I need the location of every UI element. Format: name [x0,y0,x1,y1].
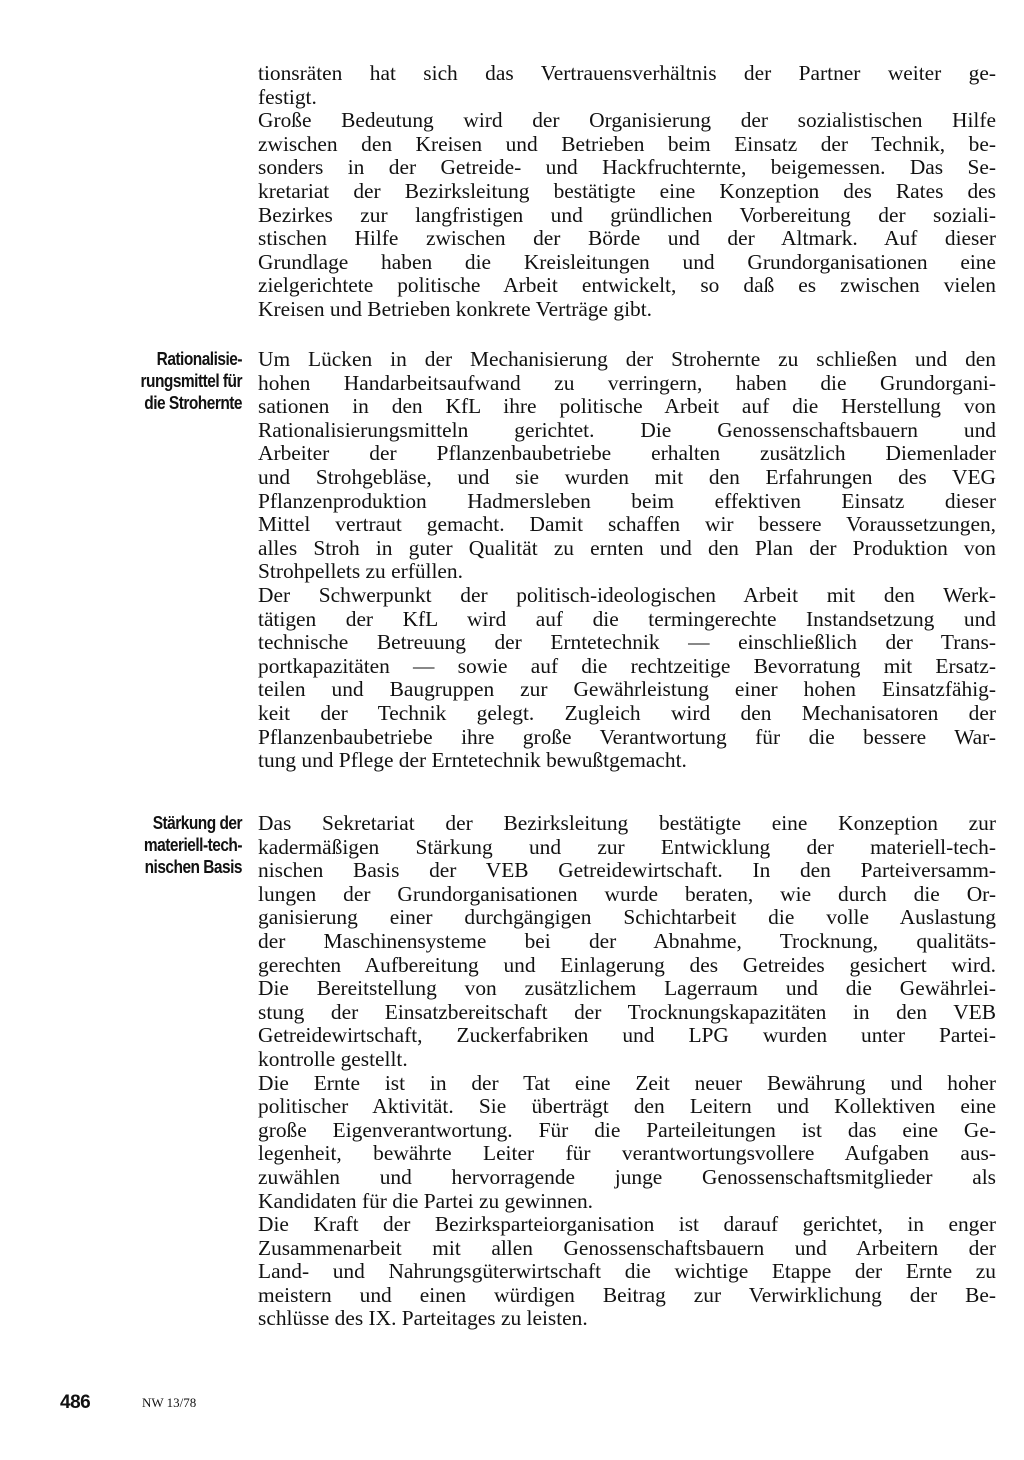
text-line: politischer Aktivität. Sie überträgt den Leitern und Kollektiven eine [258,1094,996,1119]
text-line: Arbeiter der Pflanzenbaubetriebe erhalten zusätzlich Diemenlader [258,441,996,466]
text-line: Der Schwerpunkt der politisch-ideologischen Arbeit mit den Werk- [258,582,996,607]
text-line: kretariat der Bezirksleitung bestätigte eine Konzeption des Rates des [258,178,996,203]
text-line: tätigen der KfL wird auf die termingerechte Instandsetzung und [258,606,996,631]
text-line: alles Stroh in guter Qualität zu ernten und den Plan der Produktion von [258,535,996,560]
text-line: Kreisen und Betrieben konkrete Verträge gibt. [258,296,653,321]
text-line: zuwählen und hervorragende junge Genossenschaftsmitglieder als [258,1164,996,1189]
text-line: kadermäßigen Stärkung und zur Entwicklung der materiell-tech- [258,834,996,859]
text-line: gerechten Aufbereitung und Einlagerung des Getreides gesichert wird. [258,952,996,977]
text-line: hohen Handarbeitsaufwand zu verringern, haben die Grundorgani- [258,370,996,395]
paragraph [258,62,996,109]
text-line: Die Ernte ist in der Tat eine Zeit neuer Bewährung und hoher [258,1070,996,1095]
text-line: zielgerichtete politische Arbeit entwickelt, so daß es zwischen vielen [258,273,996,298]
text-line: Zusammenarbeit mit allen Genossenschaftsbauern und Arbeitern der [258,1235,996,1260]
text-line: Pflanzenbaubetriebe ihre große Verantwortung für die bessere War- [258,724,996,749]
text-line: tung und Pflege der Erntetechnik bewußtgemacht. [258,748,687,773]
paragraph [258,812,996,1072]
text-line: Große Bedeutung wird der Organisierung der sozialistischen Hilfe [258,108,996,133]
text-line: technische Betreuung der Erntetechnik — einschließlich der Trans- [258,630,996,655]
text-line: Kandidaten für die Partei zu gewinnen. [258,1188,594,1213]
text-line: portkapazitäten — sowie auf die rechtzeitige Bevorratung mit Ersatz- [258,653,996,678]
intro-body [258,62,996,322]
text-line: sationen in den KfL ihre politische Arbeit auf die Herstellung von [258,394,996,419]
text-line: festigt. [258,84,317,109]
text-line: stischen Hilfe zwischen der Börde und der Altmark. Auf dieser [258,226,996,251]
text-line: legenheit, bewährte Leiter für verantwortungsvollere Aufgaben aus- [258,1141,996,1166]
text-line: ganisierung einer durchgängigen Schichtarbeit die volle Auslastung [258,905,996,930]
text-line: zwischen den Kreisen und Betrieben beim Einsatz der Technik, be- [258,131,996,156]
text-line: Die Kraft der Bezirksparteiorganisation ist darauf gerichtet, in enger [258,1212,996,1237]
paragraph [258,584,996,773]
text-line: Strohpellets zu erfüllen. [258,559,463,584]
text-line: Die Bereitstellung von zusätzlichem Lagerraum und die Gewährlei- [258,976,996,1001]
side-heading-rationalisierungsmittel: Rationalisie- rungsmittel für die Strohernte [140,349,242,413]
text-line: sonders in der Getreide- und Hackfruchternte, beigemessen. Das Se- [258,155,996,180]
text-line: große Eigenverantwortung. Für die Parteileitungen ist das eine Ge- [258,1117,996,1142]
text-line: lungen der Grundorganisationen wurde beraten, wie durch die Or- [258,881,996,906]
side-heading-staerkung-basis: Stärkung der materiell-tech- nischen Basis [143,813,242,877]
text-line: und Strohgebläse, und sie wurden mit den Erfahrungen des VEG [258,464,996,489]
paragraph [258,1072,996,1214]
text-line: kontrolle gestellt. [258,1046,408,1071]
text-line: teilen und Baugruppen zur Gewährleistung einer hohen Einsatzfähig- [258,677,996,702]
text-line: Getreidewirtschaft, Zuckerfabriken und LPG wurden unter Partei- [258,1023,996,1048]
text-line: Das Sekretariat der Bezirksleitung bestätigte eine Konzeption zur [258,811,996,835]
text-line: Bezirkes zur langfristigen und gründlichen Vorbereitung der soziali- [258,202,996,227]
text-line: der Maschinensysteme bei der Abnahme, Trocknung, qualitäts- [258,928,996,953]
section-rationalisierungsmittel-body [258,348,996,773]
page-number: 486 [60,1392,91,1413]
text-line: Um Lücken in der Mechanisierung der Strohernte zu schließen und den [258,347,996,371]
text-line: keit der Technik gelegt. Zugleich wird den Mechanisatoren der [258,700,996,725]
journal-issue: NW 13/78 [142,1395,197,1410]
paragraph [258,109,996,321]
text-line: Land- und Nahrungsgüterwirtschaft die wichtige Etappe der Ernte zu [258,1259,996,1284]
text-line: Pflanzenproduktion Hadmersleben beim effektiven Einsatz dieser [258,488,996,513]
text-line: stung der Einsatzbereitschaft der Trocknungskapazitäten in den VEB [258,999,996,1024]
paragraph [258,1213,996,1331]
text-line: schlüsse des IX. Parteitages zu leisten. [258,1306,588,1331]
text-line: Grundlage haben die Kreisleitungen und Grundorganisationen eine [258,249,996,274]
text-line: nischen Basis der VEB Getreidewirtschaft. In den Parteiversamm- [258,858,996,883]
text-line: tionsräten hat sich das Vertrauensverhältnis der Partner weiter ge- [258,61,996,85]
section-staerkung-basis-body [258,812,996,1331]
text-line: Rationalisierungsmitteln gerichtet. Die Genossenschaftsbauern und [258,417,996,442]
text-line: Mittel vertraut gemacht. Damit schaffen wir bessere Voraussetzungen, [258,512,996,537]
paragraph [258,348,996,584]
text-line: meistern und einen würdigen Beitrag zur Verwirklichung der Be- [258,1282,996,1307]
